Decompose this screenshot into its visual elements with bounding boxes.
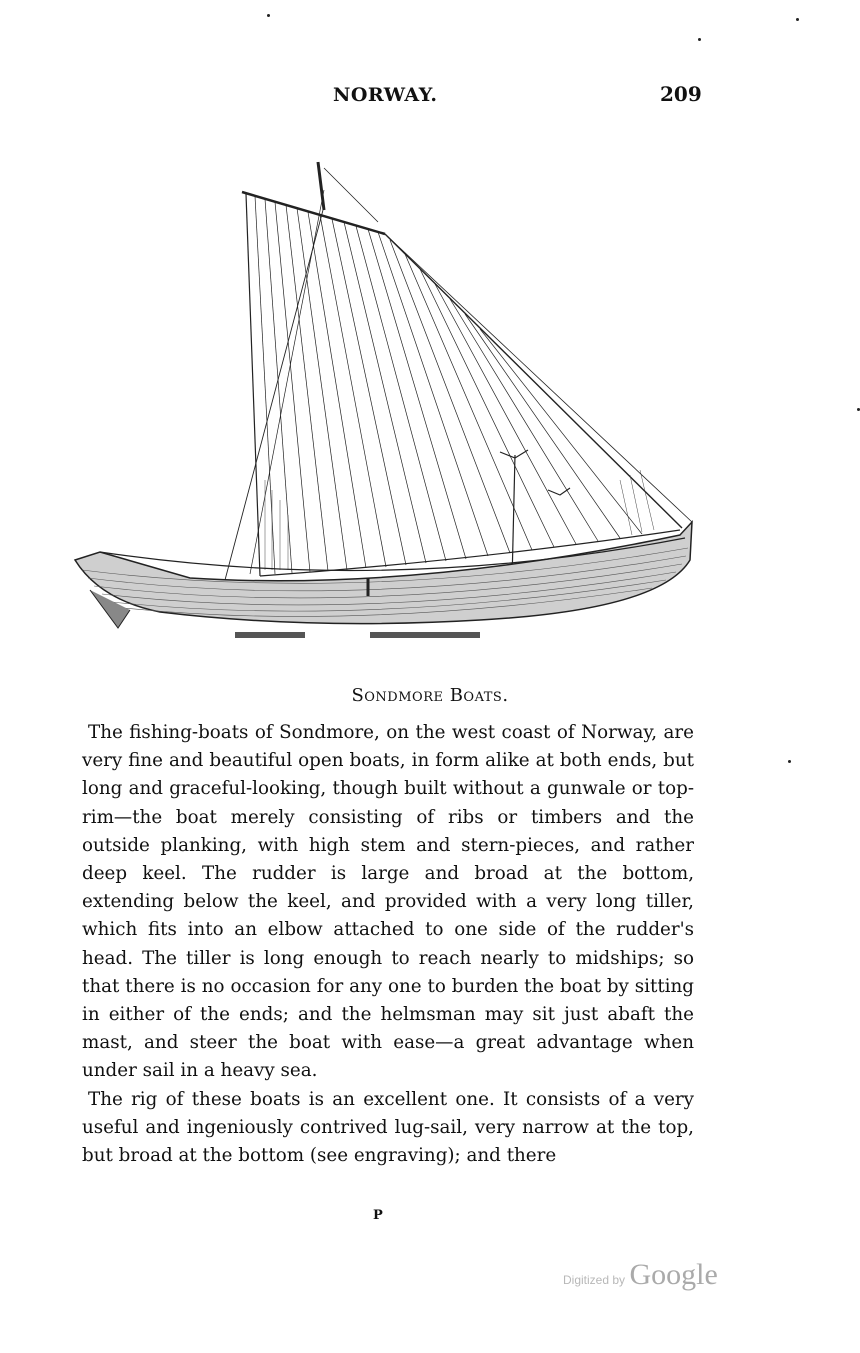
page-number: 209	[660, 82, 702, 106]
sailboat-engraving-icon	[60, 150, 710, 650]
figure-caption: Sondmore Boats.	[351, 685, 509, 706]
scan-speck	[267, 14, 270, 17]
running-title: NORWAY.	[333, 84, 438, 106]
paragraph: The fishing-boats of Sondmore, on the west coast of Norway, are very fine and beautiful open boats, in form alike at both ends, but long and graceful-looking, though built without a gunwale or top-rim—the boat merely consisting of ribs or timbers and the outside planking, with high stem and stern-pieces, and rather deep keel. The rudder is large and broad at the bottom, extending below the keel, and provided with a very long tiller, which fits into an elbow attached to one side of the rudder's head. The tiller is long enough to reach nearly to midships; so that there is no occasion for any one to burden the boat by sitting in either of the ends; and the helmsman may sit just abaft the mast, and steer the boat with ease—a great advantage when under sail in a heavy sea.	[82, 722, 694, 1082]
google-logo: Google	[629, 1258, 718, 1291]
paragraph: The rig of these boats is an excellent one. It consists of a very useful and ingeniously contrived lug-sail, very narrow at the top, but broad at the bottom (see engraving); and there	[82, 1088, 694, 1167]
scan-speck	[788, 760, 791, 763]
scan-speck	[698, 38, 701, 41]
digitized-watermark	[563, 1258, 718, 1292]
scan-speck	[796, 18, 799, 21]
watermark-prefix: Digitized by	[563, 1273, 626, 1287]
body-text	[82, 719, 694, 1170]
signature-mark: P	[373, 1208, 383, 1223]
